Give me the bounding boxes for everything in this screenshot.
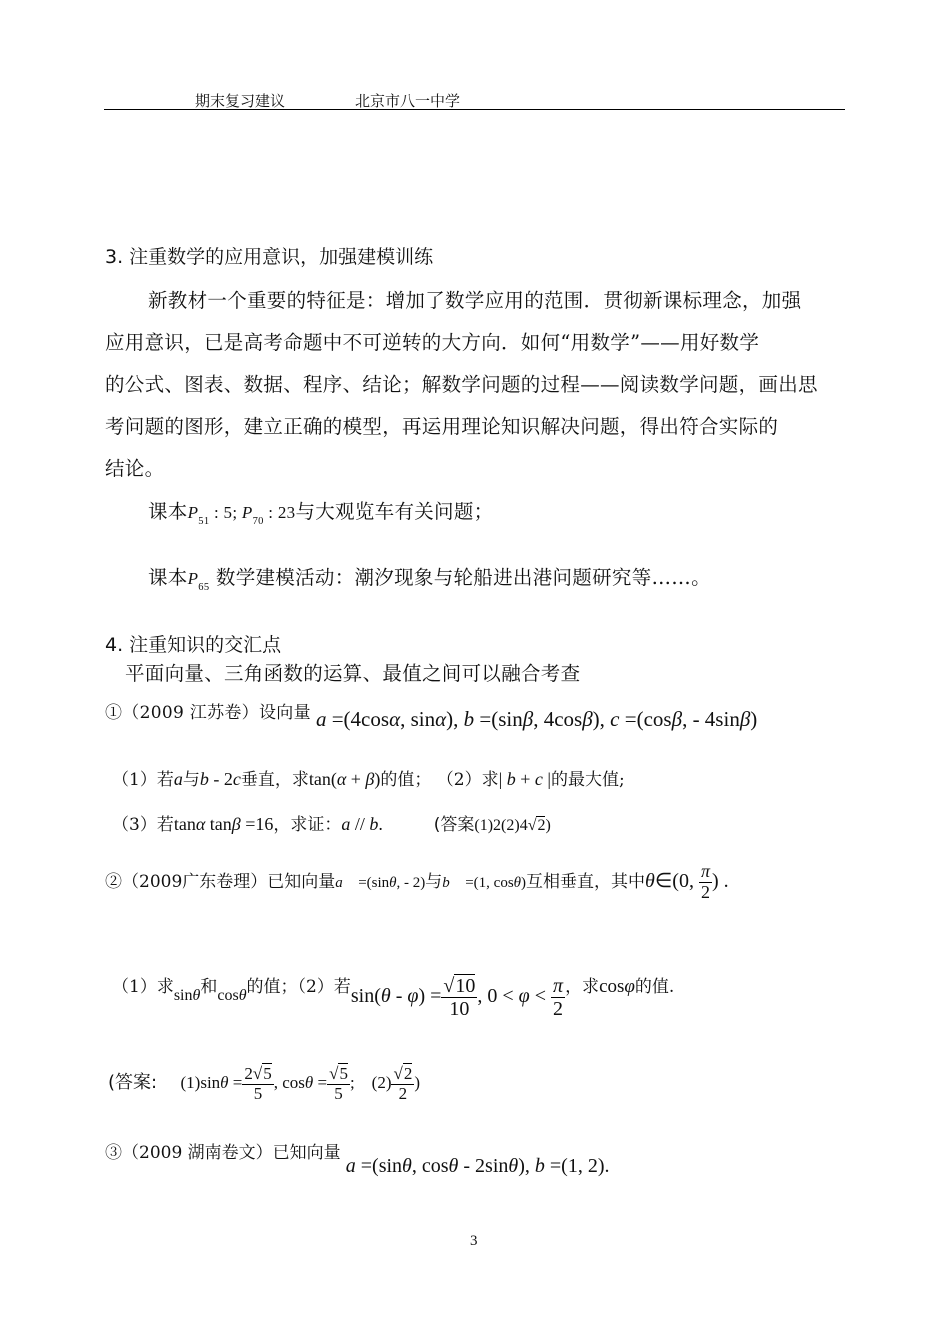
- q3-vectors-math: a =(sinθ, cosθ - 2sinθ), b =(1, 2).: [345, 1155, 610, 1177]
- q2-vector-b-math: b⃗ =(1, cosθ): [442, 874, 527, 891]
- section3-para-line1: 新教材一个重要的特征是：增加了数学应用的范围．贯彻新课标理念，加强: [148, 289, 802, 312]
- textbook2-suffix: 数学建模活动：潮汐现象与轮船进出港问题研究等……。: [215, 566, 711, 589]
- q2-parts: [112, 965, 675, 1020]
- textbook-line-1: [148, 496, 493, 527]
- q1-p2-text-a: （2）求: [436, 770, 499, 790]
- section3-para-line3: 的公式、图表、数据、程序、结论；解数学问题的过程——阅读数学问题，画出思: [105, 373, 818, 396]
- q2-p1-text-a: （1）求: [112, 977, 174, 998]
- textbook2-math: $P_{65}$: [187, 569, 210, 593]
- q3-statement: [105, 1138, 610, 1177]
- q1-vectors-math: a =(4cosα, sinα), b =(sinβ, 4cosβ), c =(cosβ, - 4sinβ): [315, 707, 758, 731]
- q2-mid: 与: [425, 871, 443, 892]
- q2-label: ②（2009广东卷理）已知向量: [105, 871, 336, 892]
- q2-p2-math: sin(θ - φ) = $\frac{√10}{10}$ , 0 < φ < $\frac{\pi}{2}$: [350, 975, 564, 1020]
- q1-p2-text-b: 的最大值;: [551, 770, 625, 790]
- q1-part1-2: [112, 765, 625, 790]
- q1-p3-text-a: （3）若: [112, 815, 174, 835]
- section3-para-line4: 考问题的图形，建立正确的模型，再运用理论知识解决问题，得出符合实际的: [105, 415, 779, 438]
- q2-p2-text-b: 的值.: [634, 977, 675, 998]
- textbook-line-2: [148, 562, 711, 593]
- q1-p1-math-a: a: [173, 769, 183, 789]
- q2-p2-math-b: cosφ: [599, 976, 635, 998]
- q2-tail: 互相垂直，其中: [526, 871, 646, 892]
- textbook1-math: $P_{51}$ : 5; $P_{70}$ : 23: [187, 503, 296, 527]
- q3-label: ③（2009 湖南卷文）已知向量: [105, 1143, 341, 1163]
- textbook2-prefix: 课本: [148, 566, 188, 589]
- q2-p1-math-a: sinθ: [173, 987, 201, 1005]
- section4-intro: 平面向量、三角函数的运算、最值之间可以融合考查: [125, 662, 581, 685]
- q1-part3: [112, 810, 551, 835]
- section4-heading: 4. 注重知识的交汇点: [105, 634, 282, 656]
- q1-p3-text-b: ，求证：: [273, 815, 342, 835]
- section3-para-line2: 应用意识，已是高考命题中不可逆转的大方向．如何“用数学”——用好数学: [105, 331, 760, 354]
- q2-p1-text-b: 和: [200, 977, 218, 998]
- q1-label: ①（2009 江苏卷）设向量: [105, 703, 311, 723]
- q2-statement: [105, 862, 729, 903]
- q1-p3-math-a: tanα tanβ =16: [173, 814, 274, 834]
- header-right: 北京市八一中学: [355, 92, 461, 110]
- q1-p1-text-d: 的值；: [380, 770, 432, 790]
- q1-p1-text-a: （1）若: [112, 770, 174, 790]
- q2-answer: [108, 1065, 420, 1103]
- q2-p2-text-a: ，求: [565, 977, 600, 998]
- q1-p1-text-b: 与: [182, 770, 200, 790]
- section3-heading: 3. 注重数学的应用意识，加强建模训练: [105, 246, 434, 268]
- textbook1-prefix: 课本: [148, 500, 188, 523]
- q2-p1-text-c: 的值；（2）若: [246, 977, 351, 998]
- header-left: 期末复习建议: [195, 92, 286, 110]
- q1-answer-label: (答案: [433, 815, 475, 835]
- q1-p1-math-c: tan(α + β): [308, 769, 381, 789]
- q1-p3-math-b: a // b.: [341, 814, 383, 834]
- q1-p1-math-b: b - 2c: [199, 769, 241, 789]
- q1-p2-math: | b + c |: [498, 769, 551, 789]
- section3-para-line5: 结论。: [105, 457, 165, 480]
- q1-statement: [105, 698, 758, 731]
- q2-vector-a-math: a⃗ =(sinθ, - 2): [335, 874, 426, 891]
- header-rule: [104, 109, 845, 110]
- q2-answer-math: (1)sinθ = $\frac{2√5}{5}$ , cosθ = $\frac{√5}{5}$ ; (2) $\frac{√2}{2}$ ): [180, 1064, 420, 1103]
- page-number: 3: [470, 1233, 478, 1249]
- q2-answer-label: (答案:: [108, 1072, 158, 1094]
- q2-p1-math-b: cosθ: [217, 987, 247, 1005]
- textbook1-suffix: 与大观览车有关问题；: [295, 500, 494, 523]
- q2-domain-math: θ∈(0, $\frac{\pi}{2}$ ) .: [645, 861, 729, 902]
- q1-answer-math: (1)2(2)4√2): [474, 817, 551, 834]
- q1-p1-text-c: 垂直，求: [240, 770, 309, 790]
